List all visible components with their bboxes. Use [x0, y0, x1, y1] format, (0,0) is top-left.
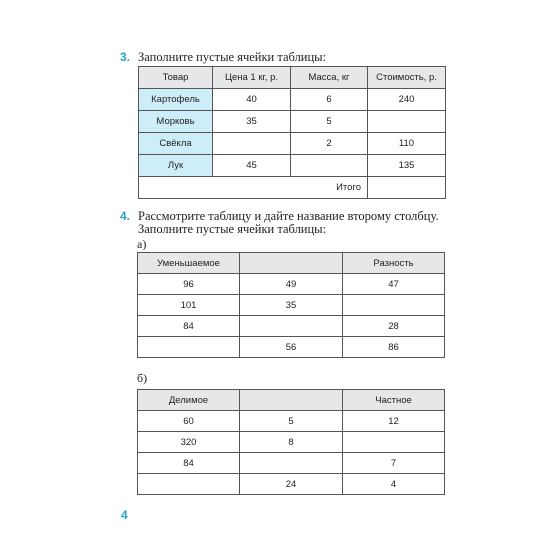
- product-name-cell: Свёкла: [139, 133, 213, 155]
- table-cell[interactable]: 101: [138, 295, 240, 316]
- header-cell: Разность: [343, 253, 445, 274]
- table-cell[interactable]: 28: [343, 316, 445, 337]
- table-cell[interactable]: 35: [240, 295, 343, 316]
- table-row: [139, 111, 446, 133]
- table-cell[interactable]: [343, 432, 445, 453]
- table-cell[interactable]: 45: [213, 155, 291, 177]
- table-cell[interactable]: 60: [138, 411, 240, 432]
- header-cell: Товар: [139, 67, 213, 89]
- table-subtraction: [137, 252, 445, 358]
- table-cell[interactable]: 47: [343, 274, 445, 295]
- table-cell[interactable]: 5: [240, 411, 343, 432]
- table-row: [138, 337, 445, 358]
- task-number: 3.: [120, 50, 131, 64]
- table-row: [138, 295, 445, 316]
- table-cell[interactable]: [291, 155, 368, 177]
- table-header-row: [138, 253, 445, 274]
- header-cell: Делимое: [138, 390, 240, 411]
- table-cell[interactable]: 135: [368, 155, 446, 177]
- total-value-cell[interactable]: [368, 177, 446, 199]
- table-cell[interactable]: [368, 111, 446, 133]
- table-cell[interactable]: 35: [213, 111, 291, 133]
- table-cell[interactable]: 84: [138, 453, 240, 474]
- header-cell-blank[interactable]: [240, 253, 343, 274]
- table-header-row: [139, 67, 446, 89]
- table-products: [138, 66, 446, 199]
- table-cell[interactable]: [343, 295, 445, 316]
- table-division: [137, 389, 445, 495]
- product-name-cell: Картофель: [139, 89, 213, 111]
- table-cell[interactable]: 110: [368, 133, 446, 155]
- task-text-line-1: Рассмотрите таблицу и дайте название второму столбцу.: [138, 209, 439, 223]
- table-cell[interactable]: [240, 453, 343, 474]
- header-cell: Стоимость, р.: [368, 67, 446, 89]
- header-cell: Частное: [343, 390, 445, 411]
- table-cell[interactable]: 96: [138, 274, 240, 295]
- table-row: [139, 155, 446, 177]
- table-cell[interactable]: 86: [343, 337, 445, 358]
- product-name-cell: Морковь: [139, 111, 213, 133]
- table-cell[interactable]: 24: [240, 474, 343, 495]
- table-cell[interactable]: [213, 133, 291, 155]
- part-a-label: а): [137, 237, 147, 251]
- table-cell[interactable]: 6: [291, 89, 368, 111]
- header-cell: Уменьшаемое: [138, 253, 240, 274]
- table-cell[interactable]: 4: [343, 474, 445, 495]
- header-cell: Цена 1 кг, р.: [213, 67, 291, 89]
- table-cell[interactable]: 84: [138, 316, 240, 337]
- table-row: [139, 89, 446, 111]
- table-cell[interactable]: 49: [240, 274, 343, 295]
- page-number: 4: [121, 508, 128, 522]
- table-row: [138, 453, 445, 474]
- table-header-row: [138, 390, 445, 411]
- part-b-label: б): [137, 371, 148, 385]
- table-cell[interactable]: 56: [240, 337, 343, 358]
- table-cell[interactable]: 5: [291, 111, 368, 133]
- table-row: [138, 432, 445, 453]
- total-row: [139, 177, 446, 199]
- table-row: [138, 474, 445, 495]
- table-row: [138, 316, 445, 337]
- table-cell[interactable]: [138, 474, 240, 495]
- table-cell[interactable]: [240, 316, 343, 337]
- table-cell[interactable]: 8: [240, 432, 343, 453]
- task-text-line-2: Заполните пустые ячейки таблицы:: [138, 222, 327, 236]
- task-text: Заполните пустые ячейки таблицы:: [138, 50, 327, 64]
- table-cell[interactable]: 40: [213, 89, 291, 111]
- table-row: [139, 133, 446, 155]
- table-row: [138, 411, 445, 432]
- total-label: Итого: [139, 177, 368, 199]
- header-cell: Масса, кг: [291, 67, 368, 89]
- table-cell[interactable]: [138, 337, 240, 358]
- table-cell[interactable]: 320: [138, 432, 240, 453]
- table-cell[interactable]: 240: [368, 89, 446, 111]
- table-cell[interactable]: 2: [291, 133, 368, 155]
- table-cell[interactable]: 7: [343, 453, 445, 474]
- product-name-cell: Лук: [139, 155, 213, 177]
- table-cell[interactable]: 12: [343, 411, 445, 432]
- table-row: [138, 274, 445, 295]
- task-number: 4.: [120, 209, 131, 223]
- header-cell-blank[interactable]: [240, 390, 343, 411]
